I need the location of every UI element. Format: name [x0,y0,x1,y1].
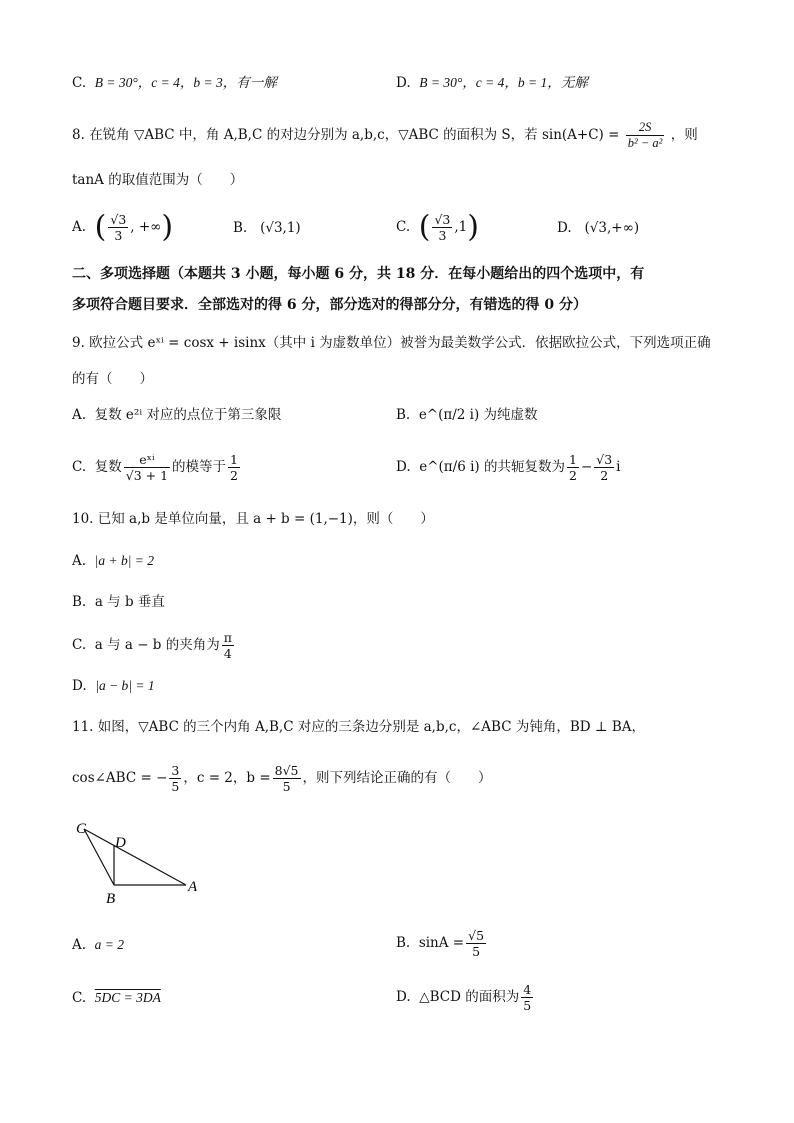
q11-option-b [396,928,488,959]
label-a: A [188,879,198,895]
q8-option-b [233,218,301,238]
question-text-tail: ，则 [670,127,698,143]
side-values: ，c = 2，b = [183,770,271,786]
fraction-half [567,452,579,483]
option-text: 5DC = 3DA [94,990,161,1005]
q11-stem-line2 [72,763,492,794]
q11-option-d [396,982,535,1013]
q11-option-c [72,988,161,1008]
fraction-numerator: 2S [626,120,665,136]
option-text: B = 30°，c = 4，b = 3，有一解 [94,75,277,90]
fraction-numerator: √3 [434,212,451,227]
option-label: B. [233,220,248,236]
option-label: D. [396,989,411,1005]
fraction-denominator: 5 [472,944,481,959]
fraction-numerator: eˣⁱ [124,452,170,468]
fraction-denominator: 2 [568,468,577,483]
fraction-sqrt5-over-5 [466,928,486,959]
option-prefix: a 与 a − b 的夹角为 [94,637,220,653]
option-label: C. [72,459,87,475]
option-label: A. [72,937,87,953]
option-text: a 与 b 垂直 [94,594,165,610]
fraction-denominator: 3 [114,228,123,243]
label-b: B [106,891,116,907]
fraction-denominator: 5 [523,998,532,1013]
question-text: 在锐角 ▽ABC 中，角 A,B,C 的对边分别为 a,b,c，▽ABC 的面积为 S，若 sin(A+C) = [89,127,620,143]
q9-stem-line2: 的有（ ） [72,371,153,387]
option-text: |a + b| = 2 [94,553,155,568]
fraction-numerator: 3 [171,763,180,778]
fraction-numerator: 8√5 [274,763,299,778]
q7-option-d [396,73,588,93]
interval-tail: , +∞ [130,219,162,235]
option-label: A. [72,553,87,569]
option-prefix: △BCD 的面积为 [419,989,520,1005]
paren-close: ) [467,209,479,245]
fraction-4-over-5 [521,982,533,1013]
option-text: e^(π/2 i) 为纯虚数 [418,407,538,423]
imaginary-unit: i [616,459,621,475]
q11-option-a [72,935,124,955]
question-number: 8. [72,127,85,143]
option-prefix: 复数 [94,459,122,475]
q8-option-a [72,209,174,245]
paren-open: ( [94,209,107,245]
option-label: D. [396,75,411,91]
option-prefix: e^(π/6 i) 的共轭复数为 [419,459,565,475]
option-label: A. [72,219,87,235]
fraction-numerator: √5 [468,928,485,943]
fraction-sqrt3-over-2 [594,452,614,483]
fraction-denominator: b² − a² [627,136,663,150]
option-label: C. [72,637,87,653]
option-text: (√3,1) [260,220,301,236]
minus-sign: − [580,459,593,475]
question-tail: ，则下列结论正确的有（ ） [302,770,492,786]
q9-option-b [396,405,538,425]
option-label: B. [396,407,411,423]
fraction-numerator: 1 [230,452,238,467]
option-text: |a − b| = 1 [95,678,155,693]
fraction-8sqrt5-over-5 [273,763,301,794]
option-text: a = 2 [94,937,125,952]
fraction-denominator: 4 [223,646,232,661]
q9-option-c [72,452,242,483]
option-label: A. [72,407,87,423]
interval-tail: ,1 [454,219,468,235]
q10-option-d [72,676,155,696]
fraction-3-over-5 [169,763,181,794]
q10-option-b [72,592,165,612]
option-text: B = 30°，c = 4，b = 1，无解 [419,75,588,90]
section-heading-line2: 多项符合题目要求．全部选对的得 6 分，部分选对的得部分分，有错选的得 0 分） [72,297,587,313]
label-c: C [76,821,87,837]
option-label: B. [396,935,411,951]
q7-option-c [72,73,277,93]
option-label: D. [72,678,87,694]
option-prefix: sinA = [418,935,465,951]
fraction-denominator: 3 [438,228,447,243]
sqrt3-over-3 [432,212,452,243]
fraction-denominator: √3 + 1 [125,468,169,483]
fraction-numerator: √3 [110,212,127,227]
cos-expression: cos∠ABC = − [72,770,168,786]
option-label: C. [72,75,87,91]
q9-option-a [72,405,281,425]
q8-option-d [557,218,639,238]
option-text: (√3,+∞) [584,220,640,236]
q9-option-d [396,452,621,483]
option-label: D. [396,459,411,475]
fraction-denominator: 2 [230,468,238,483]
q10-option-c [72,630,236,661]
fraction-numerator: 4 [523,982,532,997]
fraction-numerator: π [223,630,232,645]
paren-close: ) [161,209,174,245]
fraction-numerator: 1 [568,452,577,467]
fraction-denominator: 5 [171,779,180,794]
fraction-2s [626,120,665,151]
q8-option-c [396,209,479,245]
label-d: D [115,835,126,851]
fraction-numerator: √3 [596,452,613,467]
fraction-modulus [124,452,170,483]
paren-open: ( [418,209,431,245]
fraction-pi-over-4 [222,630,234,661]
q10-stem: 10. 已知 a,b 是单位向量，且 a + b = (1,−1)，则（ ） [72,511,434,527]
q8-stem-line2 [72,170,243,190]
option-middle: 的模等于 [172,459,227,475]
q9-stem: 9. 欧拉公式 eˣⁱ = cosx + isinx（其中 i 为虚数单位）被誉为最美数学公式．依据欧拉公式，下列选项正确 [72,335,711,351]
option-text: 复数 e²ⁱ 对应的点位于第三象限 [94,407,282,423]
sqrt3-over-3 [108,212,128,243]
fraction-denominator: 2 [600,468,609,483]
option-label: C. [72,990,87,1006]
question-text: tanA 的取值范围为（ ） [72,172,244,188]
fraction-half [228,452,240,483]
triangle-figure [70,815,210,907]
fraction-denominator: 5 [282,779,291,794]
section-heading-line1: 二、多项选择题（本题共 3 小题，每小题 6 分，共 18 分．在每小题给出的四个选项中，有 [72,266,645,282]
option-label: C. [396,219,411,235]
option-label: D. [557,220,572,236]
q10-option-a [72,551,154,571]
q11-stem: 11. 如图，▽ABC 的三个内角 A,B,C 对应的三条边分别是 a,b,c，∠ABC 为钝角，BD ⊥ BA， [72,719,646,735]
option-label: B. [72,594,87,610]
q8-stem [72,120,698,151]
